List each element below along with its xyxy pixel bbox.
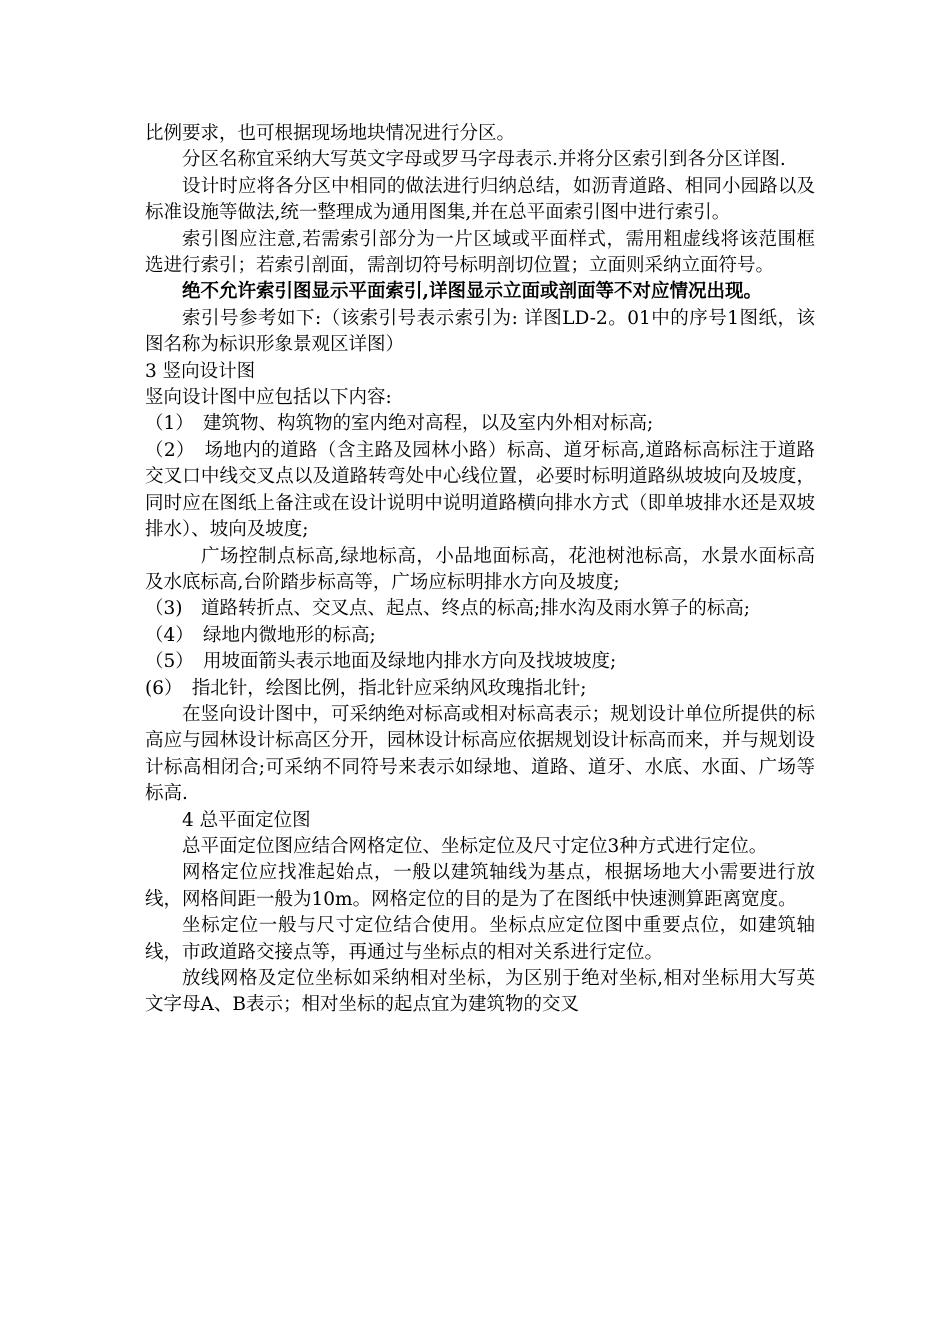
document-body: [145, 121, 815, 1019]
paragraph-1: 比例要求，也可根据现场地块情况进行分区。: [145, 123, 516, 144]
list-item-1: （1） 建筑物、构筑物的室内绝对高程，以及室内外相对标高;: [145, 413, 654, 435]
section-heading-3: 3 竖向设计图: [145, 360, 256, 382]
paragraph-11: 广场控制点标高,绿地标高，小品地面标高，花池树池标高，水景水面标高及水底标高,台阶踏步标高等，广场应标明排水方向及坡度;: [145, 545, 815, 593]
list-item-5: （5） 用坡面箭头表示地面及绿地内排水方向及找坡坡度;: [145, 651, 617, 673]
paragraph-19: 网格定位应找准起始点，一般以建筑轴线为基点，根据场地大小需要进行放线，网格间距一般为10m。网格定位的目的是为了在图纸中快速测算距离宽度。: [145, 862, 815, 910]
section-heading-4: 4 总平面定位图: [182, 809, 311, 831]
paragraph-21: 放线网格及定位坐标如采纳相对坐标，为区别于绝对坐标,相对坐标用大写英文字母A、B表示；相对坐标的起点宜为建筑物的交叉: [145, 968, 815, 1016]
list-item-2: （2） 场地内的道路（含主路及园林小路）标高、道牙标高,道路标高标注于道路交叉口中线交叉点以及道路转弯处中心线位置，必要时标明道路纵坡坡向及坡度，同时应在图纸上备注或在设计说明中说明道路横向排水方式（即单坡排水还是双坡排水）、坡向及坡度;: [145, 439, 815, 541]
paragraph-2: 分区名称宜采纳大写英文字母或罗马字母表示.并将分区索引到各分区详图.: [182, 149, 786, 171]
list-item-4: （4） 绿地内微地形的标高;: [145, 624, 376, 646]
paragraph-20: 坐标定位一般与尺寸定位结合使用。坐标点应定位图中重要点位，如建筑轴线，市政道路交接点等，再通过与坐标点的相对关系进行定位。: [145, 915, 815, 963]
list-item-3: （3) 道路转折点、交叉点、起点、终点的标高;排水沟及雨水箅子的标高;: [145, 598, 750, 620]
paragraph-8: 竖向设计图中应包括以下内容:: [145, 387, 392, 409]
paragraph-6: 索引号参考如下:（该索引号表示索引为: 详图LD-2。01中的序号1图纸，该图名称为标识形象景观区详图）: [145, 307, 815, 356]
paragraph-16: 在竖向设计图中，可采纳绝对标高或相对标高表示；规划设计单位所提供的标高应与园林设计标高区分开，园林设计标高应依据规划设计标高而来，并与规划设计标高相闭合;可采纳不同符号来表示如绿地、道路、道牙、水底、水面、广场等标高.: [145, 703, 815, 805]
paragraph-5-emphasis: 绝不允许索引图显示平面索引,详图显示立面或剖面等不对应情况出现。: [182, 281, 762, 303]
paragraph-18: 总平面定位图应结合网格定位、坐标定位及尺寸定位3种方式进行定位。: [182, 835, 768, 857]
list-item-6: (6） 指北针，绘图比例，指北针应采纳风玫瑰指北针;: [145, 677, 587, 699]
paragraph-4: 索引图应注意,若需索引部分为一片区域或平面样式，需用粗虚线将该范围框选进行索引；若索引剖面，需剖切符号标明剖切位置；立面则采纳立面符号。: [145, 228, 815, 277]
paragraph-3: 设计时应将各分区中相同的做法进行归纳总结，如沥青道路、相同小园路以及标准设施等做法,统一整理成为通用图集,并在总平面索引图中进行索引。: [145, 175, 815, 224]
